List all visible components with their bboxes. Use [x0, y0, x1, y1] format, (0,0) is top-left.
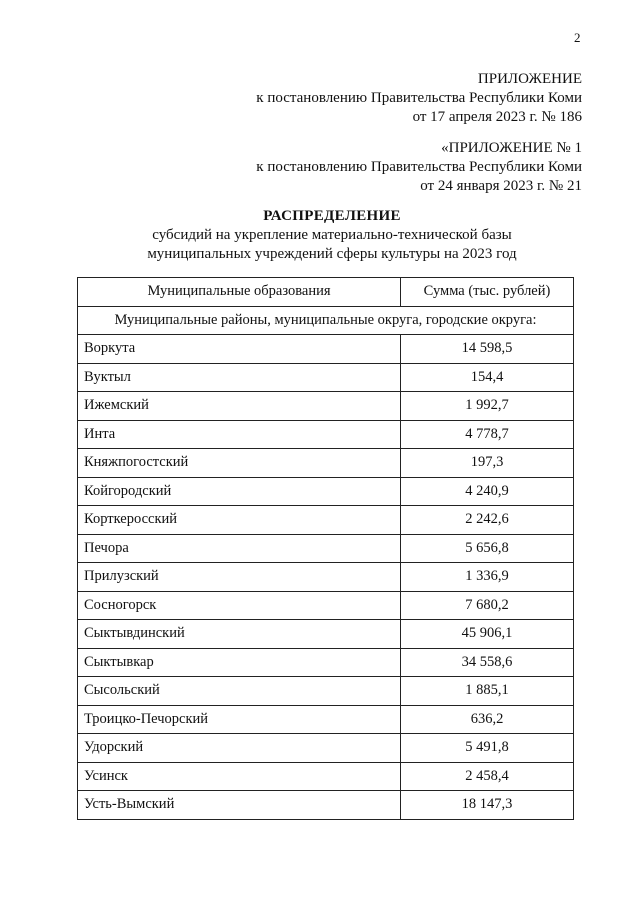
- distribution-table: [77, 277, 574, 820]
- table-row: [78, 620, 574, 649]
- municipality-name: Печора: [78, 534, 401, 563]
- table-row: [78, 363, 574, 392]
- table-row: [78, 477, 574, 506]
- municipality-name: Ижемский: [78, 392, 401, 421]
- municipality-name: Усть-Вымский: [78, 791, 401, 820]
- heading-line2: муниципальных учреждений сферы культуры на 2023 год: [147, 246, 517, 262]
- appendix-current-line1: к постановлению Правительства Республики Коми: [256, 90, 582, 106]
- table-row: [78, 677, 574, 706]
- municipality-name: Койгородский: [78, 477, 401, 506]
- municipality-name: Сыктывкар: [78, 648, 401, 677]
- table-row: [78, 734, 574, 763]
- subsidy-amount: 7 680,2: [401, 591, 574, 620]
- table-row: [78, 392, 574, 421]
- subsidy-amount: 2 242,6: [401, 506, 574, 535]
- subsidy-amount: 154,4: [401, 363, 574, 392]
- subsidy-amount: 636,2: [401, 705, 574, 734]
- table-row: [78, 648, 574, 677]
- table-row: [78, 762, 574, 791]
- header-amount: Сумма (тыс. рублей): [401, 278, 574, 307]
- appendix-current-line2: от 17 апреля 2023 г. № 186: [412, 109, 582, 125]
- subsidy-amount: 2 458,4: [401, 762, 574, 791]
- appendix-current-title: ПРИЛОЖЕНИЕ: [477, 71, 582, 87]
- page-number: 2: [574, 30, 581, 45]
- table-row: [78, 420, 574, 449]
- municipality-name: Удорский: [78, 734, 401, 763]
- municipality-name: Вуктыл: [78, 363, 401, 392]
- table-row: [78, 534, 574, 563]
- subsidy-amount: 4 778,7: [401, 420, 574, 449]
- subsidy-amount: 5 656,8: [401, 534, 574, 563]
- municipality-name: Прилузский: [78, 563, 401, 592]
- municipality-name: Сыктывдинский: [78, 620, 401, 649]
- table-row: [78, 563, 574, 592]
- municipality-name: Воркута: [78, 335, 401, 364]
- municipality-name: Инта: [78, 420, 401, 449]
- appendix-current-block: [256, 70, 582, 127]
- municipality-name: Усинск: [78, 762, 401, 791]
- document-heading: [0, 207, 640, 264]
- subsidy-amount: 4 240,9: [401, 477, 574, 506]
- subsidy-amount: 18 147,3: [401, 791, 574, 820]
- heading-line1: субсидий на укрепление материально-технической базы: [152, 227, 512, 243]
- subsidy-amount: 1 992,7: [401, 392, 574, 421]
- table-header-row: [78, 278, 574, 307]
- appendix-original-block: [256, 139, 582, 196]
- subsidy-amount: 14 598,5: [401, 335, 574, 364]
- municipality-name: Сысольский: [78, 677, 401, 706]
- section-row: [78, 306, 574, 335]
- subsidy-amount: 45 906,1: [401, 620, 574, 649]
- subsidy-amount: 34 558,6: [401, 648, 574, 677]
- subsidy-amount: 1 336,9: [401, 563, 574, 592]
- municipality-name: Сосногорск: [78, 591, 401, 620]
- heading-title: РАСПРЕДЕЛЕНИЕ: [263, 208, 401, 224]
- table-row: [78, 591, 574, 620]
- municipality-name: Троицко-Печорский: [78, 705, 401, 734]
- section-label: Муниципальные районы, муниципальные округа, городские округа:: [78, 306, 574, 335]
- table-row: [78, 791, 574, 820]
- municipality-name: Корткеросский: [78, 506, 401, 535]
- subsidy-amount: 197,3: [401, 449, 574, 478]
- table-row: [78, 705, 574, 734]
- subsidy-amount: 5 491,8: [401, 734, 574, 763]
- subsidy-amount: 1 885,1: [401, 677, 574, 706]
- table-row: [78, 335, 574, 364]
- table-row: [78, 506, 574, 535]
- header-municipality: Муниципальные образования: [78, 278, 401, 307]
- table-row: [78, 449, 574, 478]
- municipality-name: Княжпогостский: [78, 449, 401, 478]
- appendix-original-line2: от 24 января 2023 г. № 21: [420, 178, 582, 194]
- appendix-original-line1: к постановлению Правительства Республики Коми: [256, 159, 582, 175]
- appendix-original-title: «ПРИЛОЖЕНИЕ № 1: [441, 140, 582, 156]
